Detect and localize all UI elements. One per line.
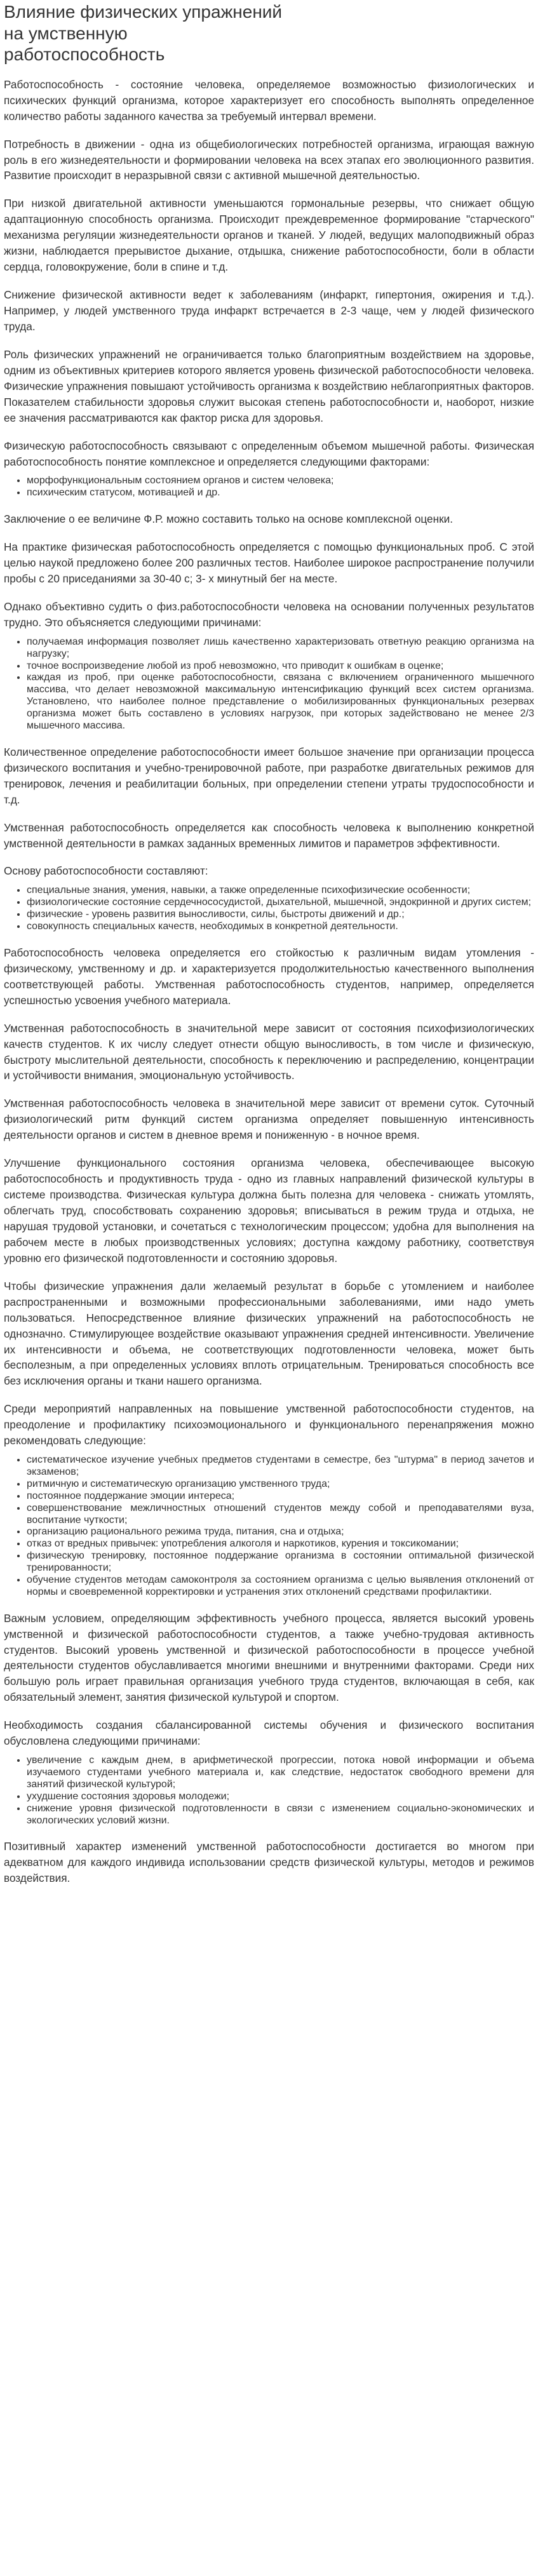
list-item: • совершенствование межличностных отношений студентов между собой и преподавателями вуза, воспитание чуткости; bbox=[27, 1503, 534, 1527]
bullet-list bbox=[4, 1755, 534, 1827]
paragraph: Умственная работоспособность в значительной мере зависит от состояния психофизиологических качеств студентов. К их числу следует отнести общую выносливость, в том числе и физическую, быстроту мыслительной деятельности, способность к переключению и распределению, концентрации и устойчивости внимания, эмоциональную устойчивость. bbox=[4, 1021, 534, 1082]
bullet-list bbox=[4, 636, 534, 732]
paragraph: Чтобы физические упражнения дали желаемый результат в борьбе с утомлением и наиболее распространенными и возможными профессиональными заболеваниями, ими надо уметь пользоваться. Непосредственное влияние физических упражнений на работоспособность не однозначно. Стимулирующее воздействие оказывают упражнения средней интенсивности. Увеличение их интенсивности и объема, не соответствующих подготовленности человека, может быть бесполезным, а при определенных условиях вплоть отрицательным. Тренироваться способность все без исключения органы и ткани нашего организма. bbox=[4, 1279, 534, 1388]
paragraph: Физическую работоспособность связывают с определенным объемом мышечной работы. Физическая работоспособность понятие комплексное и определяется следующими факторами: bbox=[4, 439, 534, 468]
list-item: • организацию рационального режима труда, питания, сна и отдыха; bbox=[27, 1526, 534, 1538]
list-item: • специальные знания, умения, навыки, а также определенные психофизические особенности; bbox=[27, 885, 534, 897]
list-item: • увеличение с каждым днем, в арифметической прогрессии, потока новой информации и объема изучаемого студентами учебного материала и, как следствие, недостаток свободного времени для занятий физической культурой; bbox=[27, 1755, 534, 1791]
list-item: • психическим статусом, мотивацией и др. bbox=[27, 487, 534, 499]
paragraph: Важным условием, определяющим эффективность учебного процесса, является высокий уровень умственной и физической работоспособности студентов, а также учебно-трудовая активность студентов. Высокий уровень умственной и физической работоспособности в процессе учебной деятельности студентов обуславливается многими внешними и внутренними факторами. Среди них большую роль играет правильная организация учебного труда студентов, включающая в себя, как обязательный элемент, занятия физической культурой и спортом. bbox=[4, 1611, 534, 1704]
list-item: • точное воспроизведение любой из проб невозможно, что приводит к ошибкам в оценке; bbox=[27, 661, 534, 673]
paragraph: Среди мероприятий направленных на повышение умственной работоспособности студентов, на преодоление и профилактику психоэмоционального и функционального перенапряжения можно рекомендовать следующие: bbox=[4, 1402, 534, 1447]
list-item: • морфофункциональным состоянием органов и систем человека; bbox=[27, 475, 534, 487]
paragraph: Улучшение функционального состояния организма человека, обеспечивающее высокую работоспособность и продуктивность труда - одно из главных направлений физической культуры в системе производства. Физическая культура должна быть полезна для человека - снижать утомлять, облегчать труд, способствовать сохранению здоровья; вписываться в режим труда и отдыха, не нарушая трудовой установки, и сочетаться с технологическим процессом; удобна для выполнения на рабочем месте в любых производственных условиях; доступна каждому работнику, соответствуя уровню его физической подготовленности и состоянию здоровья. bbox=[4, 1157, 534, 1265]
paragraph: При низкой двигательной активности уменьшаются гормональные резервы, что снижает общую адаптационную способность организма. Происходит преждевременное формирование "старческого" механизма регуляции жизнедеятельности органов и тканей. У людей, ведущих малоподвижный образ жизни, наблюдается прерывистое дыхание, отдышка, снижение работоспособности, боли в области сердца, головокружение, боли в спине и т.д. bbox=[4, 197, 534, 274]
paragraph: Количественное определение работоспособности имеет большое значение при организации процесса физического воспитания и учебно-тренировочной работе, при разработке двигательных режимов для тренировок, лечения и реабилитации больных, при определении степени утраты трудоспособности и т.д. bbox=[4, 745, 534, 806]
paragraph: Потребность в движении - одна из общебиологических потребностей организма, играющая важную роль в его жизнедеятельности и формировании человека на всех этапах его эволюционного развития. Развитие происходит в неразрывной связи с активной мышечной деятельностью. bbox=[4, 137, 534, 182]
paragraph: Основу работоспособности составляют: bbox=[4, 864, 208, 878]
paragraph: Однако объективно судить о физ.работоспособности человека на основании полученных результатов трудно. Это объясняется следующими причинами: bbox=[4, 600, 534, 629]
paragraph: Умственная работоспособность определяется как способность человека к выполнению конкретной умственной деятельности в рамках заданных временных лимитов и параметров эффективности. bbox=[4, 821, 534, 850]
paragraph: Необходимость создания сбалансированной системы обучения и физического воспитания обусловлена следующими причинами: bbox=[4, 1719, 534, 1748]
bullet-list bbox=[4, 1454, 534, 1599]
paragraph: Умственная работоспособность человека в значительной мере зависит от времени суток. Суточный физиологический ритм функций систем организма определяет повышенную интенсивность деятельности органов и систем в дневное время и пониженную - в ночное время. bbox=[4, 1097, 534, 1142]
paragraph: Роль физических упражнений не ограничивается только благоприятным воздействием на здоровье, одним из объективных критериев которого является уровень физической работоспособности человека. Физические упражнения повышают устойчивость организма к воздействию неблагоприятных факторов. Показателем стабильности здоровья служит высокая степень работоспособности и, наоборот, низкие ее значения рассматриваются как фактор риска для здоровья. bbox=[4, 347, 534, 424]
list-item: • обучение студентов методам самоконтроля за состоянием организма с целью выявления отклонений от нормы и своевременной корректировки и устранения этих отклонений средствами профилактики. bbox=[27, 1574, 534, 1599]
bullet-list bbox=[4, 885, 534, 933]
bullet-list bbox=[4, 475, 534, 499]
list-item: • ритмичную и систематическую организацию умственного труда; bbox=[27, 1479, 534, 1491]
list-item: • физические - уровень развития выносливости, силы, быстроты движений и др.; bbox=[27, 909, 534, 921]
list-item: • физическую тренировку, постоянное поддержание организма в состоянии оптимальной физической тренированности; bbox=[27, 1550, 534, 1574]
list-item: • снижение уровня физической подготовленности в связи с изменением социально-экономических и экологических условий жизни. bbox=[27, 1803, 534, 1827]
page-title: Влияние физических упражнений на умственную работоспособность bbox=[4, 2, 283, 65]
list-item: • получаемая информация позволяет лишь качественно характеризовать ответную реакцию организма на нагрузку; bbox=[27, 636, 534, 661]
list-item: • отказ от вредных привычек: употребления алкоголя и наркотиков, курения и токсикомании; bbox=[27, 1538, 534, 1550]
paragraph: На практике физическая работоспособность определяется с помощью функциональных проб. С этой целью наукой предложено более 200 различных тестов. Наиболее широкое распространение получили пробы с 20 приседаниями за 30-40 с; 3- х минутный бег на месте. bbox=[4, 540, 534, 586]
paragraph: Работоспособность человека определяется его стойкостью к различным видам утомления - физическому, умственному и др. и характеризуется продолжительностью качественного выполнения соответствующей работы. Умственная работоспособность студентов, например, определяется успешностью усвоения учебного материала. bbox=[4, 946, 534, 1007]
paragraph: Заключение о ее величине Ф.Р. можно составить только на основе комплексной оценки. bbox=[4, 513, 453, 526]
list-item: • постоянное поддержание эмоции интереса; bbox=[27, 1491, 534, 1503]
paragraph: Работоспособность - состояние человека, определяемое возможностью физиологических и психических функций организма, которое характеризует его способность выполнять определенное количество работы заданного качества за требуемый интервал времени. bbox=[4, 77, 534, 123]
paragraph: Позитивный характер изменений умственной работоспособности достигается во многом при адекватном для каждого индивида использовании средств физической культуры, методов и режимов воздействия. bbox=[4, 1840, 534, 1885]
article-body bbox=[4, 77, 534, 1886]
paragraph: Снижение физической активности ведет к заболеваниям (инфаркт, гипертония, ожирения и т.д.). Например, у людей умственного труда инфаркт встречается в 2-3 чаще, чем у людей физического труда. bbox=[4, 288, 534, 333]
list-item: • систематическое изучение учебных предметов студентами в семестре, без "штурма" в период зачетов и экзаменов; bbox=[27, 1454, 534, 1479]
list-item: • каждая из проб, при оценке работоспособности, связана с включением ограниченного мышечного массива, что делает невозможной максимальную интенсификацию функций всех систем организма. Установлено, что наиболее полное представление о мобилизированных функциональных резервах организма может быть составлено в условиях нагрузок, при которых задействовано не менее 2/3 мышечного массива. bbox=[27, 672, 534, 732]
list-item: • совокупность специальных качеств, необходимых в конкретной деятельности. bbox=[27, 921, 534, 933]
list-item: • ухудшение состояния здоровья молодежи; bbox=[27, 1791, 534, 1803]
list-item: • физиологические состояние сердечнососудистой, дыхательной, мышечной, эндокринной и других систем; bbox=[27, 897, 534, 909]
